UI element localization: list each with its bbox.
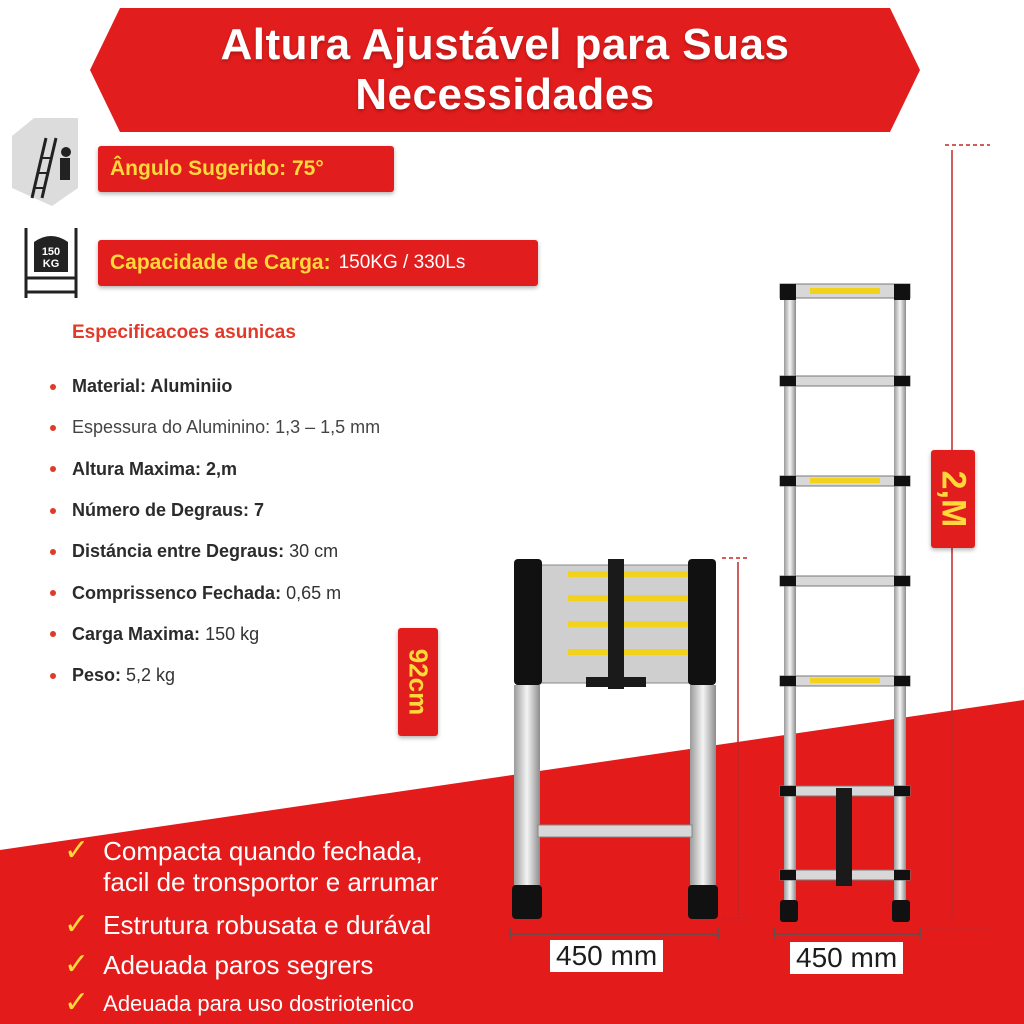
spec-item: Comprissenco Fechada: 0,65 m xyxy=(50,572,385,613)
width-right-label: 450 mm xyxy=(790,942,903,974)
feature-item: ✓ Adeuada paros segrers xyxy=(64,948,374,981)
headline-line2: Necessidades xyxy=(355,70,655,119)
feature-item: ✓ Estrutura robusata e durával xyxy=(64,908,432,941)
angle-label: Ângulo Sugerido: 75° xyxy=(110,157,324,180)
weight-icon-text-bottom: KG xyxy=(42,258,60,270)
headline-line1: Altura Ajustável para Suas xyxy=(220,20,790,69)
capacity-value: 150KG / 330Ls xyxy=(338,252,466,273)
spec-item: Material: Aluminiio xyxy=(50,366,385,407)
closed-height-label: 92cm xyxy=(403,648,434,716)
check-icon: ✓ xyxy=(64,908,90,941)
check-icon: ✓ xyxy=(64,986,90,1019)
closed-height-tag xyxy=(398,628,438,736)
check-icon: ✓ xyxy=(64,948,90,981)
open-height-tag xyxy=(931,450,975,548)
feature-item: ✓ Adeuada para uso dostriotenico xyxy=(64,986,414,1019)
spec-item: Carga Maxima: 150 kg xyxy=(50,614,385,655)
width-left-label: 450 mm xyxy=(550,940,663,972)
weight-icon-text-top: 150 xyxy=(41,246,61,258)
spec-item: Espessura do Aluminino: 1,3 – 1,5 mm xyxy=(50,407,385,448)
capacity-label: Capacidade de Carga: xyxy=(110,251,331,274)
spec-item: Número de Degraus: 7 xyxy=(50,490,385,531)
spec-item: Peso: 5,2 kg xyxy=(50,655,385,696)
check-icon: ✓ xyxy=(64,834,90,867)
spec-item: Altura Maxima: 2,m xyxy=(50,449,385,490)
spec-item: Distáncia entre Degraus: 30 cm xyxy=(50,531,385,572)
open-height-label: 2,M xyxy=(934,470,973,528)
specs-title: Especificacoes asunicas xyxy=(72,322,296,343)
feature-item: ✓ Compacta quando fechada, facil de tronsportor e arrumar xyxy=(64,834,439,897)
